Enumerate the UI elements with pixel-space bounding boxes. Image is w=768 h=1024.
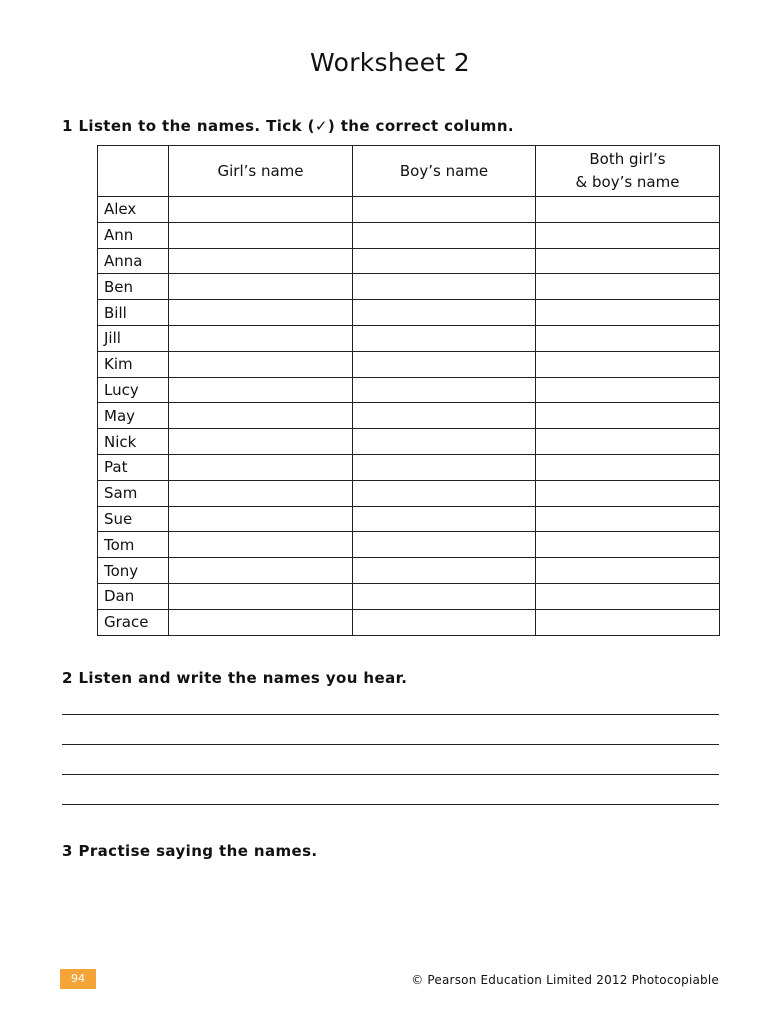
tick-cell-girls[interactable] — [169, 377, 353, 403]
tick-cell-both[interactable] — [536, 248, 720, 274]
tick-cell-girls[interactable] — [169, 609, 353, 635]
tick-cell-girls[interactable] — [169, 274, 353, 300]
table-row — [98, 222, 720, 248]
tick-cell-boys[interactable] — [353, 222, 536, 248]
column-header-name — [98, 146, 169, 197]
tick-cell-girls[interactable] — [169, 506, 353, 532]
tick-cell-boys[interactable] — [353, 325, 536, 351]
tick-cell-both[interactable] — [536, 325, 720, 351]
table-row — [98, 558, 720, 584]
writing-line[interactable] — [62, 804, 719, 805]
table-body — [98, 197, 720, 636]
tick-cell-boys[interactable] — [353, 454, 536, 480]
writing-line[interactable] — [62, 744, 719, 745]
name-cell: Bill — [98, 300, 169, 326]
name-cell: Anna — [98, 248, 169, 274]
tick-cell-boys[interactable] — [353, 274, 536, 300]
tick-cell-girls[interactable] — [169, 558, 353, 584]
name-cell: Grace — [98, 609, 169, 635]
tick-cell-girls[interactable] — [169, 222, 353, 248]
tick-cell-both[interactable] — [536, 583, 720, 609]
table-row — [98, 583, 720, 609]
tick-cell-girls[interactable] — [169, 248, 353, 274]
column-header-girls-name: Girl’s name — [169, 146, 353, 197]
tick-cell-boys[interactable] — [353, 558, 536, 584]
tick-cell-both[interactable] — [536, 506, 720, 532]
name-cell: Nick — [98, 429, 169, 455]
tick-cell-girls[interactable] — [169, 532, 353, 558]
table-row — [98, 454, 720, 480]
table-row — [98, 274, 720, 300]
name-cell: Lucy — [98, 377, 169, 403]
column-header-boys-name: Boy’s name — [353, 146, 536, 197]
name-cell: Ann — [98, 222, 169, 248]
table-row — [98, 197, 720, 223]
table-header-row — [98, 146, 720, 197]
table-row — [98, 532, 720, 558]
name-cell: Sue — [98, 506, 169, 532]
table-row — [98, 325, 720, 351]
name-cell: Jill — [98, 325, 169, 351]
writing-line[interactable] — [62, 714, 719, 715]
tick-cell-both[interactable] — [536, 429, 720, 455]
tick-cell-boys[interactable] — [353, 197, 536, 223]
tick-cell-girls[interactable] — [169, 300, 353, 326]
tick-cell-boys[interactable] — [353, 300, 536, 326]
section-2-heading: 2 Listen and write the names you hear. — [62, 669, 408, 687]
tick-cell-boys[interactable] — [353, 506, 536, 532]
table-row — [98, 429, 720, 455]
copyright-notice: © Pearson Education Limited 2012 Photocopiable — [411, 973, 719, 987]
tick-cell-both[interactable] — [536, 197, 720, 223]
tick-cell-both[interactable] — [536, 609, 720, 635]
name-cell: May — [98, 403, 169, 429]
table-row — [98, 248, 720, 274]
name-cell: Pat — [98, 454, 169, 480]
name-cell: Alex — [98, 197, 169, 223]
tick-cell-both[interactable] — [536, 403, 720, 429]
section-1-heading: 1 Listen to the names. Tick (✓) the correct column. — [62, 117, 515, 135]
name-cell: Tom — [98, 532, 169, 558]
name-cell: Sam — [98, 480, 169, 506]
names-table — [97, 145, 720, 636]
writing-line[interactable] — [62, 774, 719, 775]
tick-cell-both[interactable] — [536, 222, 720, 248]
table-row — [98, 480, 720, 506]
tick-cell-boys[interactable] — [353, 248, 536, 274]
tick-cell-boys[interactable] — [353, 403, 536, 429]
tick-cell-girls[interactable] — [169, 403, 353, 429]
name-cell: Dan — [98, 583, 169, 609]
column-header-both: Both girl’s & boy’s name — [536, 146, 720, 197]
tick-cell-girls[interactable] — [169, 454, 353, 480]
tick-cell-girls[interactable] — [169, 325, 353, 351]
name-cell: Kim — [98, 351, 169, 377]
name-cell: Tony — [98, 558, 169, 584]
tick-cell-boys[interactable] — [353, 351, 536, 377]
tick-cell-both[interactable] — [536, 377, 720, 403]
tick-cell-boys[interactable] — [353, 377, 536, 403]
tick-cell-girls[interactable] — [169, 197, 353, 223]
tick-cell-girls[interactable] — [169, 429, 353, 455]
tick-cell-boys[interactable] — [353, 532, 536, 558]
tick-cell-girls[interactable] — [169, 583, 353, 609]
page-title: Worksheet 2 — [310, 48, 470, 77]
page-number-badge: 94 — [60, 969, 96, 989]
table-row — [98, 609, 720, 635]
tick-cell-girls[interactable] — [169, 480, 353, 506]
tick-cell-both[interactable] — [536, 300, 720, 326]
tick-cell-both[interactable] — [536, 558, 720, 584]
tick-cell-girls[interactable] — [169, 351, 353, 377]
table-row — [98, 300, 720, 326]
section-3-heading: 3 Practise saying the names. — [62, 842, 318, 860]
table-row — [98, 377, 720, 403]
tick-cell-both[interactable] — [536, 532, 720, 558]
tick-cell-boys[interactable] — [353, 480, 536, 506]
tick-cell-both[interactable] — [536, 480, 720, 506]
table-row — [98, 351, 720, 377]
tick-cell-boys[interactable] — [353, 583, 536, 609]
table-row — [98, 506, 720, 532]
tick-cell-both[interactable] — [536, 454, 720, 480]
name-cell: Ben — [98, 274, 169, 300]
tick-cell-boys[interactable] — [353, 609, 536, 635]
tick-cell-boys[interactable] — [353, 429, 536, 455]
tick-cell-both[interactable] — [536, 351, 720, 377]
tick-cell-both[interactable] — [536, 274, 720, 300]
table-row — [98, 403, 720, 429]
